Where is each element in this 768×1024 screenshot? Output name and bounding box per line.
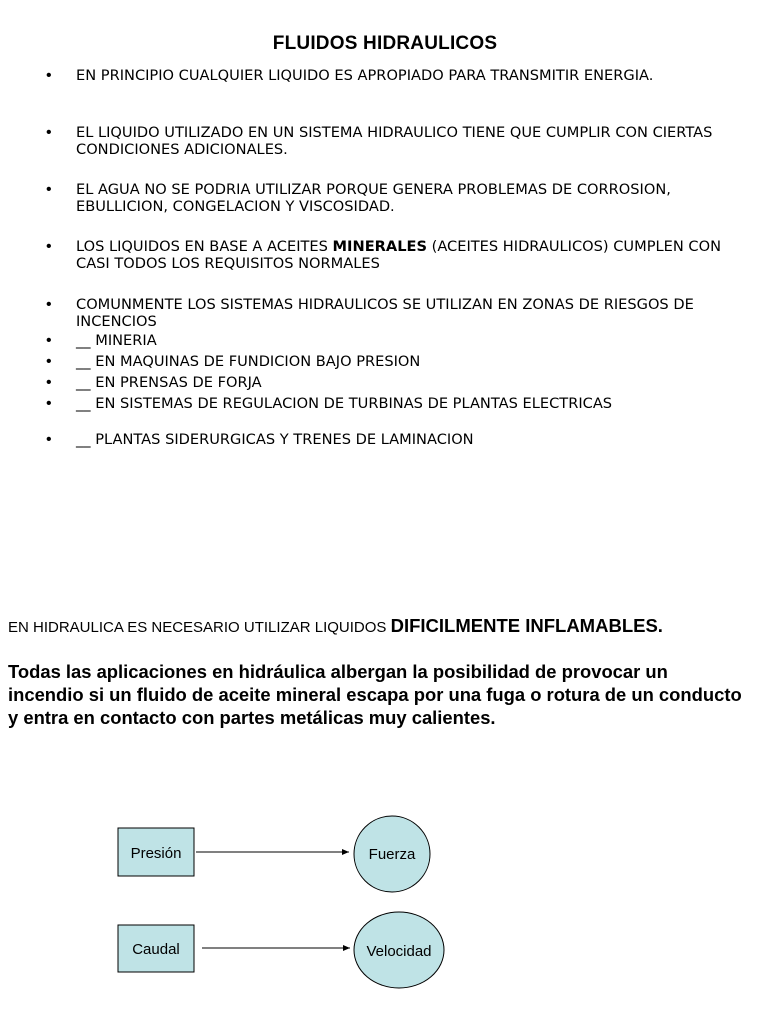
caudal-label: Caudal: [132, 941, 180, 958]
velocidad-label: Velocidad: [366, 943, 432, 960]
bullet-text: (ACEITES HIDRAULICOS) CUMPLEN CON CASI TODOS LOS REQUISITOS NORMALES: [76, 238, 721, 272]
page-title: FLUIDOS HIDRAULICOS: [272, 33, 498, 54]
fire-risk-paragraph: Todas las aplicaciones en hidráulica albergan la posibilidad de provocar un incendio si un fluido de aceite mineral escapa por una fuga o rotura de un conducto y entra en contacto con partes metálicas muy calientes.: [8, 661, 742, 728]
bullet-item: • __ MINERIA: [76, 332, 746, 349]
bullet-item: • EL AGUA NO SE PODRIA UTILIZAR PORQUE GENERA PROBLEMAS DE CORROSION, EBULLICION, CONGELACION Y VISCOSIDAD.: [76, 181, 746, 215]
bullet-emphasis: MINERALES: [332, 238, 427, 255]
presion-label: Presión: [130, 845, 182, 862]
bullet-text: LOS LIQUIDOS EN BASE A ACEITES: [76, 238, 333, 255]
bullet-item: • EN PRINCIPIO CUALQUIER LIQUIDO ES APROPIADO PARA TRANSMITIR ENERGIA.: [76, 67, 746, 84]
bullet-item: • EL LIQUIDO UTILIZADO EN UN SISTEMA HIDRAULICO TIENE QUE CUMPLIR CON CIERTAS CONDICIONES ADICIONALES.: [76, 124, 746, 158]
fuerza-label: Fuerza: [368, 846, 416, 863]
bullet-item: • __ EN SISTEMAS DE REGULACION DE TURBINAS DE PLANTAS ELECTRICAS: [76, 395, 746, 412]
relation-diagram: [0, 800, 768, 1024]
bullet-item: • __ EN PRENSAS DE FORJA: [76, 374, 746, 391]
note-text: EN HIDRAULICA ES NECESARIO UTILIZAR LIQUIDOS: [8, 619, 391, 636]
bullet-item-minerales: [76, 238, 746, 272]
note-emphasis: DIFICILMENTE INFLAMABLES.: [390, 615, 663, 636]
bullet-item: • COMUNMENTE LOS SISTEMAS HIDRAULICOS SE UTILIZAN EN ZONAS DE RIESGOS DE INCENCIOS: [76, 296, 746, 330]
bullet-item: • __ EN MAQUINAS DE FUNDICION BAJO PRESION: [76, 353, 746, 370]
flammability-note: [8, 615, 663, 637]
bullet-item: • __ PLANTAS SIDERURGICAS Y TRENES DE LAMINACION: [76, 431, 746, 448]
